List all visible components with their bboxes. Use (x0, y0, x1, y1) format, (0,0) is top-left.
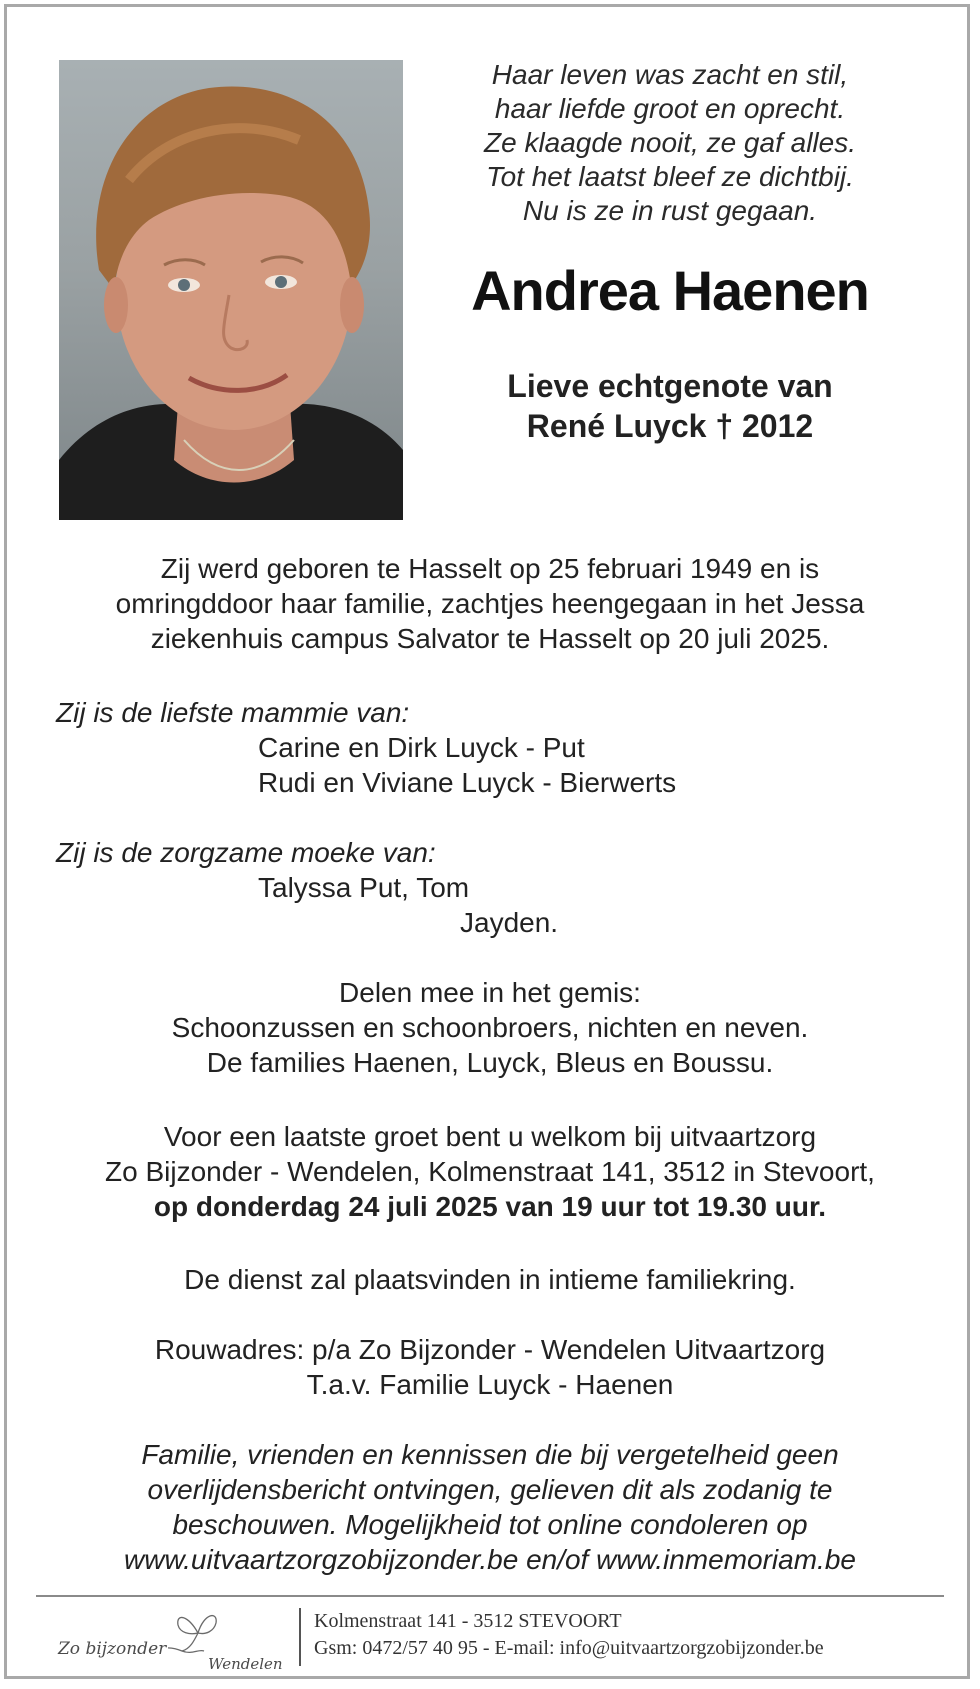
greeting-time: op donderdag 24 juli 2025 van 19 uur tot 19.30 uur. (153, 1191, 827, 1222)
spouse-line: Lieve echtgenote van (507, 368, 833, 404)
grandchildren-section (56, 835, 956, 940)
mourning-address (40, 1332, 940, 1402)
grief-section (40, 975, 940, 1080)
grief-line: Schoonzussen en schoonbroers, nichten en neven. (171, 1012, 809, 1043)
logo-text-right: Wendelen (208, 1655, 283, 1673)
address-line: T.a.v. Familie Luyck - Haenen (306, 1369, 674, 1400)
grandmother-heading: Zij is de zorgzame moeke van: (56, 837, 436, 868)
butterfly-icon (168, 1605, 228, 1655)
birth-line: ziekenhuis campus Salvator te Hasselt op 20 juli 2025. (150, 623, 830, 654)
closing-note (40, 1437, 940, 1577)
deceased-name: Andrea Haenen (471, 259, 869, 322)
grief-line: Delen mee in het gemis: (339, 977, 641, 1008)
mother-heading: Zij is de liefste mammie van: (56, 697, 410, 728)
child-line: Carine en Dirk Luyck - Put (258, 732, 585, 763)
footer-divider-line (36, 1595, 944, 1597)
birth-line: omringddoor haar familie, zachtjes heengegaan in het Jessa (115, 588, 865, 619)
poem-line: Nu is ze in rust gegaan. (522, 195, 818, 226)
logo-text-left: Zo bijzonder (58, 1639, 167, 1659)
birth-line: Zij werd geboren te Hasselt op 25 februari 1949 en is (160, 553, 820, 584)
greeting-line: Voor een laatste groet bent u welkom bij uitvaartzorg (163, 1121, 817, 1152)
grandchild-line: Talyssa Put, Tom (258, 872, 470, 903)
spouse-info (440, 366, 900, 446)
address-line: Rouwadres: p/a Zo Bijzonder - Wendelen Uitvaartzorg (154, 1334, 826, 1365)
greeting-section (40, 1119, 940, 1224)
child-line: Rudi en Viviane Luyck - Bierwerts (258, 767, 677, 798)
poem-line: Haar leven was zacht en stil, (491, 59, 849, 90)
closing-line: overlijdensbericht ontvingen, gelieven dit als zodanig te (147, 1474, 833, 1505)
footer-phone-email[interactable]: Gsm: 0472/57 40 95 - E-mail: info@uitvaartzorgzobijzonder.be (314, 1637, 824, 1659)
poem-line: Ze klaagde nooit, ze gaf alles. (483, 127, 856, 158)
service-line: De dienst zal plaatsvinden in intieme familiekring. (184, 1264, 796, 1295)
portrait-photo (59, 60, 403, 520)
grandchild-line: Jayden. (460, 907, 559, 938)
poem-line: Tot het laatst bleef ze dichtbij. (486, 161, 854, 192)
greeting-line: Zo Bijzonder - Wendelen, Kolmenstraat 141, 3512 in Stevoort, (105, 1156, 875, 1187)
service-notice (40, 1262, 940, 1297)
birth-death-paragraph (40, 551, 940, 656)
children-section (56, 695, 956, 800)
poem (440, 58, 900, 228)
poem-line: haar liefde groot en oprecht. (494, 93, 846, 124)
footer-vertical-divider (299, 1608, 301, 1666)
spouse-line: René Luyck † 2012 (526, 408, 814, 444)
funeral-home-logo (58, 1605, 290, 1675)
closing-line: Familie, vrienden en kennissen die bij vergetelheid geen (141, 1439, 839, 1470)
closing-line: beschouwen. Mogelijkheid tot online condoleren op (172, 1509, 808, 1540)
closing-line: www.uitvaartzorgzobijzonder.be en/of www.inmemoriam.be (124, 1544, 856, 1575)
footer-contact (314, 1608, 824, 1662)
grief-line: De families Haenen, Luyck, Bleus en Boussu. (206, 1047, 774, 1078)
footer-address: Kolmenstraat 141 - 3512 STEVOORT (314, 1610, 622, 1632)
